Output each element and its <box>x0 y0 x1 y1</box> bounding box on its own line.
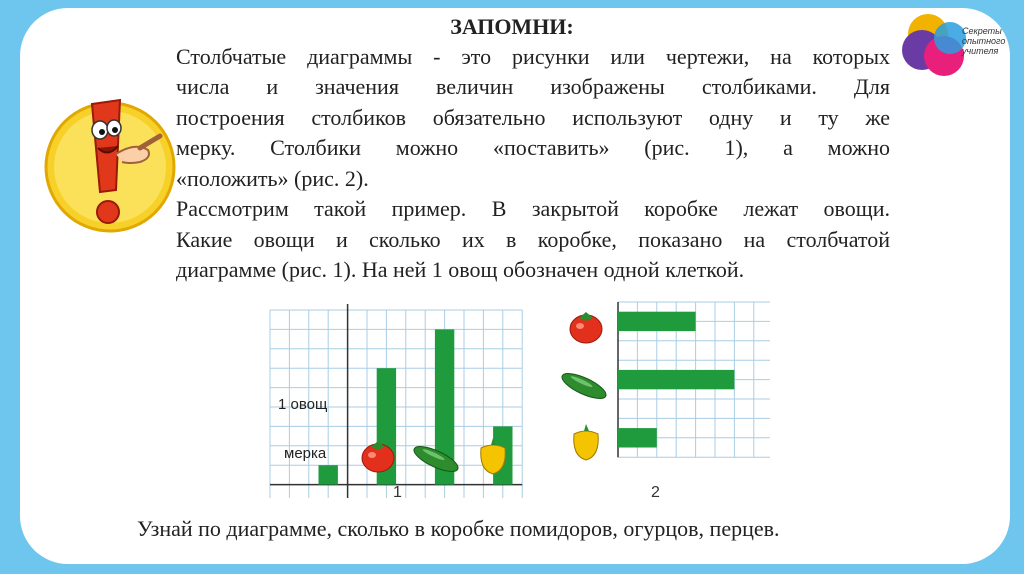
chart-vertical-bars <box>260 298 530 498</box>
chart-horizontal-bars <box>560 300 770 470</box>
pepper-icon <box>574 424 599 460</box>
figure-2-label: 2 <box>651 484 660 501</box>
text-line-5: «положить» (рис. 2). <box>176 166 369 191</box>
text-line-4: мерку. Столбики можно «поставить» (рис. 1), а можно <box>176 135 890 160</box>
unit-bar <box>319 465 338 484</box>
logo-text: Секреты опытного учителя <box>962 26 1006 56</box>
text-line-2: числа и значения величин изображены столбиками. Для <box>176 74 890 99</box>
figure-1-label: 1 <box>393 484 402 501</box>
bar-3 <box>618 428 657 447</box>
task-text: Узнай по диаграмме, сколько в коробке помидоров, огурцов, перцев. <box>137 516 780 541</box>
bar-2 <box>618 370 734 389</box>
unit-bar-label: 1 овощ <box>278 396 328 413</box>
text-line-8: диаграмме (рис. 1). На ней 1 овощ обозначен одной клеткой. <box>176 257 745 282</box>
text-line-3: построения столбиков обязательно используют одну и ту же <box>176 105 890 130</box>
cucumber-icon <box>560 369 609 404</box>
x-row-label: мерка <box>284 445 327 462</box>
tomato-icon <box>570 312 602 343</box>
text-line-1: Столбчатые диаграммы - это рисунки или чертежи, на которых <box>176 44 890 69</box>
text-line-7: Какие овощи и сколько их в коробке, показано на столбчатой <box>176 227 890 252</box>
text-line-6: Рассмотрим такой пример. В закрытой коробке лежат овощи. <box>176 196 890 221</box>
bar-1 <box>618 312 696 331</box>
page-title: ЗАПОМНИ: <box>450 14 574 39</box>
exclamation-mascot-icon <box>40 92 180 242</box>
